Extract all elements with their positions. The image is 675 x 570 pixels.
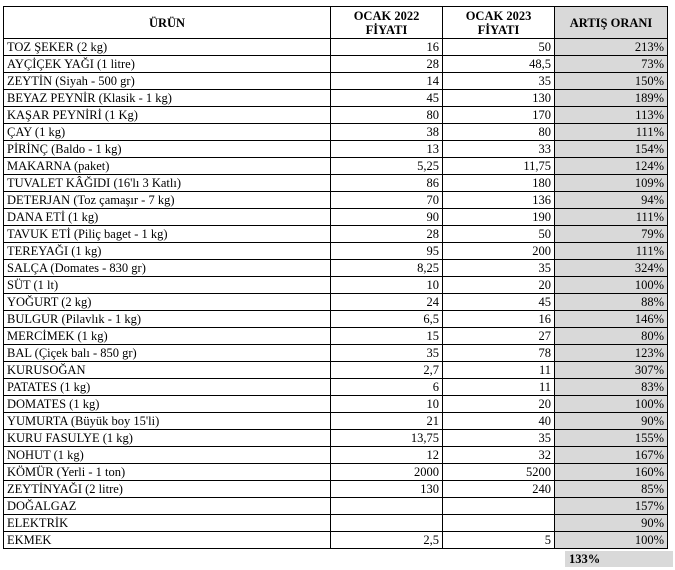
price-2023-cell: 27 [443,328,555,345]
product-name-cell: SÜT (1 lt) [4,277,331,294]
price-2022-cell: 2000 [331,464,443,481]
product-name-cell: BULGUR (Pilavlık - 1 kg) [4,311,331,328]
table-row [4,294,668,311]
table-row [4,158,668,175]
price-2022-cell: 70 [331,192,443,209]
price-2023-cell: 20 [443,277,555,294]
table-row [4,481,668,498]
increase-cell: 80% [555,328,668,345]
table-row [4,107,668,124]
header-row [4,7,668,39]
price-2022-cell: 2,7 [331,362,443,379]
price-2023-cell: 32 [443,447,555,464]
product-name-cell: KÖMÜR (Yerli - 1 ton) [4,464,331,481]
price-2022-cell: 14 [331,73,443,90]
table-row [4,39,668,56]
price-2022-cell: 16 [331,39,443,56]
increase-cell: 113% [555,107,668,124]
price-2022-cell: 6,5 [331,311,443,328]
price-2022-cell: 38 [331,124,443,141]
increase-cell: 123% [555,345,668,362]
product-name-cell: YOĞURT (2 kg) [4,294,331,311]
price-2022-cell: 8,25 [331,260,443,277]
increase-cell: 79% [555,226,668,243]
table-row [4,56,668,73]
price-2023-cell: 5 [443,532,555,549]
header-price-2023-line1: OCAK 2023 [465,8,532,23]
increase-cell: 100% [555,532,668,549]
table-row [4,226,668,243]
table-body [4,39,668,549]
increase-cell: 100% [555,277,668,294]
price-2022-cell: 12 [331,447,443,464]
price-2023-cell [443,498,555,515]
product-name-cell: TUVALET KÂĞIDI (16'lı 3 Katlı) [4,175,331,192]
table-row [4,141,668,158]
increase-cell: 124% [555,158,668,175]
price-2022-cell [331,515,443,532]
price-2023-cell: 11,75 [443,158,555,175]
price-2022-cell: 86 [331,175,443,192]
table-row [4,447,668,464]
table-row [4,260,668,277]
increase-cell: 94% [555,192,668,209]
header-product: ÜRÜN [4,7,331,39]
price-2023-cell: 130 [443,90,555,107]
product-name-cell: ZEYTİN (Siyah - 500 gr) [4,73,331,90]
price-2023-cell: 240 [443,481,555,498]
product-name-cell: TEREYAĞI (1 kg) [4,243,331,260]
product-name-cell: AYÇİÇEK YAĞI (1 litre) [4,56,331,73]
price-2022-cell: 45 [331,90,443,107]
price-2022-cell: 5,25 [331,158,443,175]
price-2023-cell: 170 [443,107,555,124]
price-2022-cell: 28 [331,56,443,73]
product-name-cell: EKMEK [4,532,331,549]
price-2023-cell: 40 [443,413,555,430]
table-row [4,430,668,447]
product-name-cell: MAKARNA (paket) [4,158,331,175]
table-row [4,90,668,107]
product-name-cell: MERCİMEK (1 kg) [4,328,331,345]
increase-cell: 111% [555,243,668,260]
product-name-cell: YUMURTA (Büyük boy 15'li) [4,413,331,430]
price-2022-cell: 95 [331,243,443,260]
price-2022-cell: 15 [331,328,443,345]
price-2023-cell: 180 [443,175,555,192]
table-row [4,498,668,515]
increase-cell: 90% [555,413,668,430]
price-2022-cell: 21 [331,413,443,430]
price-2023-cell: 50 [443,39,555,56]
price-2022-cell: 2,5 [331,532,443,549]
increase-cell: 109% [555,175,668,192]
table-row [4,379,668,396]
table-row [4,464,668,481]
increase-cell: 213% [555,39,668,56]
header-price-2022-line2: FİYATI [365,22,408,37]
price-table [3,6,668,549]
product-name-cell: KAŞAR PEYNİRİ (1 Kg) [4,107,331,124]
price-2023-cell [443,515,555,532]
table-row [4,192,668,209]
price-2022-cell: 13,75 [331,430,443,447]
product-name-cell: BAL (Çiçek balı - 850 gr) [4,345,331,362]
table-row [4,124,668,141]
product-name-cell: SALÇA (Domates - 830 gr) [4,260,331,277]
price-2022-cell: 13 [331,141,443,158]
price-2023-cell: 11 [443,379,555,396]
price-2022-cell: 130 [331,481,443,498]
product-name-cell: ELEKTRİK [4,515,331,532]
total-increase: 133% [565,551,673,567]
header-increase: ARTIŞ ORANI [555,7,668,39]
price-2022-cell: 24 [331,294,443,311]
price-2023-cell: 48,5 [443,56,555,73]
table-row [4,328,668,345]
header-price-2022 [331,7,443,39]
product-name-cell: PİRİNÇ (Baldo - 1 kg) [4,141,331,158]
table-row [4,243,668,260]
product-name-cell: BEYAZ PEYNİR (Klasik - 1 kg) [4,90,331,107]
table-row [4,413,668,430]
product-name-cell: DOĞALGAZ [4,498,331,515]
header-price-2023-line2: FİYATI [477,22,520,37]
product-name-cell: KURU FASULYE (1 kg) [4,430,331,447]
product-name-cell: NOHUT (1 kg) [4,447,331,464]
table-row [4,209,668,226]
increase-cell: 189% [555,90,668,107]
increase-cell: 307% [555,362,668,379]
price-2022-cell: 80 [331,107,443,124]
increase-cell: 146% [555,311,668,328]
price-2023-cell: 78 [443,345,555,362]
product-name-cell: TOZ ŞEKER (2 kg) [4,39,331,56]
product-name-cell: ZEYTİNYAĞI (2 litre) [4,481,331,498]
header-price-2022-line1: OCAK 2022 [353,8,420,23]
product-name-cell: TAVUK ETİ (Piliç baget - 1 kg) [4,226,331,243]
table-row [4,311,668,328]
price-2022-cell: 35 [331,345,443,362]
table-row [4,73,668,90]
product-name-cell: ÇAY (1 kg) [4,124,331,141]
price-2023-cell: 5200 [443,464,555,481]
table-row [4,515,668,532]
increase-cell: 111% [555,209,668,226]
table-row [4,396,668,413]
increase-cell: 157% [555,498,668,515]
increase-cell: 100% [555,396,668,413]
price-2022-cell: 90 [331,209,443,226]
price-2023-cell: 20 [443,396,555,413]
increase-cell: 160% [555,464,668,481]
increase-cell: 324% [555,260,668,277]
product-name-cell: DETERJAN (Toz çamaşır - 7 kg) [4,192,331,209]
price-2023-cell: 200 [443,243,555,260]
price-2022-cell: 10 [331,396,443,413]
price-2023-cell: 50 [443,226,555,243]
price-2022-cell [331,498,443,515]
price-2022-cell: 10 [331,277,443,294]
increase-cell: 83% [555,379,668,396]
price-2023-cell: 35 [443,260,555,277]
product-name-cell: DOMATES (1 kg) [4,396,331,413]
table-row [4,345,668,362]
price-2023-cell: 35 [443,73,555,90]
table-row [4,532,668,549]
price-2023-cell: 190 [443,209,555,226]
increase-cell: 85% [555,481,668,498]
price-2023-cell: 11 [443,362,555,379]
header-price-2023 [443,7,555,39]
increase-cell: 155% [555,430,668,447]
increase-cell: 111% [555,124,668,141]
increase-cell: 150% [555,73,668,90]
increase-cell: 73% [555,56,668,73]
increase-cell: 167% [555,447,668,464]
price-2022-cell: 28 [331,226,443,243]
table-row [4,362,668,379]
price-2023-cell: 80 [443,124,555,141]
table-row [4,175,668,192]
table-row [4,277,668,294]
increase-cell: 154% [555,141,668,158]
price-2022-cell: 6 [331,379,443,396]
price-2023-cell: 33 [443,141,555,158]
product-name-cell: DANA ETİ (1 kg) [4,209,331,226]
product-name-cell: KURUSOĞAN [4,362,331,379]
price-2023-cell: 16 [443,311,555,328]
price-2023-cell: 136 [443,192,555,209]
product-name-cell: PATATES (1 kg) [4,379,331,396]
increase-cell: 90% [555,515,668,532]
price-2023-cell: 45 [443,294,555,311]
increase-cell: 88% [555,294,668,311]
price-2023-cell: 35 [443,430,555,447]
